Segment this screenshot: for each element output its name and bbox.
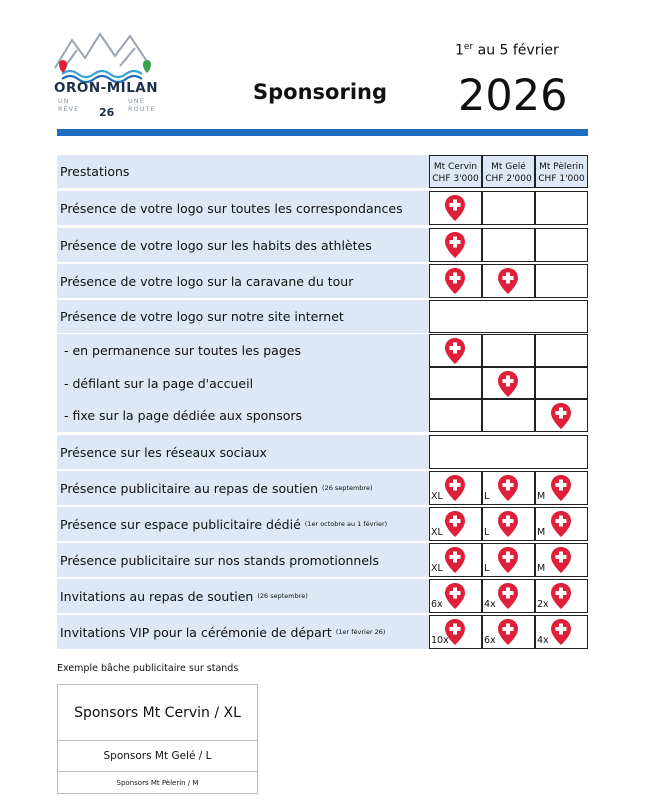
size-tag: XL — [431, 527, 443, 538]
value-cell — [429, 367, 482, 399]
value-cell — [535, 334, 588, 367]
row-label-text: Présence de votre logo sur notre site internet — [60, 309, 344, 324]
row-note: (1er octobre au 1 février) — [304, 520, 388, 528]
size-tag: L — [484, 527, 490, 538]
merged-cell — [429, 300, 588, 333]
row-label — [57, 367, 429, 399]
column-price: CHF 1'000 — [538, 174, 585, 184]
swiss-pin-icon — [444, 546, 466, 574]
row-label — [57, 334, 429, 367]
value-cell — [535, 264, 588, 298]
swiss-pin-icon — [444, 337, 466, 365]
size-tag: 4x — [484, 599, 496, 610]
size-tag: 10x — [431, 635, 449, 646]
value-cell — [535, 191, 588, 225]
column-header-1 — [429, 155, 482, 188]
size-tag: L — [484, 563, 490, 574]
row-label — [57, 228, 429, 262]
row-label — [57, 543, 429, 577]
row-label — [57, 507, 429, 541]
swiss-pin-icon — [444, 194, 466, 222]
swiss-pin-icon — [550, 510, 572, 538]
size-tag: M — [537, 491, 546, 502]
row-label-text: Invitations VIP pour la cérémonie de départ — [60, 624, 332, 640]
event-dates: 1er au 5 février — [455, 42, 559, 59]
column-price: CHF 3'000 — [432, 174, 479, 184]
swiss-pin-icon — [444, 582, 466, 610]
swiss-pin-icon — [497, 510, 519, 538]
size-tag: M — [537, 563, 546, 574]
banner-line-gele: Sponsors Mt Gelé / L — [58, 741, 257, 772]
column-header-2 — [482, 155, 535, 188]
size-tag: XL — [431, 563, 443, 574]
row-label — [57, 300, 429, 333]
row-label-text: Présence publicitaire au repas de soutien — [60, 480, 319, 496]
row-label-text: Présence de votre logo sur les habits des athlètes — [60, 237, 372, 253]
row-label — [57, 399, 429, 432]
banner-line-pelerin: Sponsors Mt Pèlerin / M — [116, 778, 199, 787]
row-label-text: Invitations au repas de soutien — [60, 588, 254, 604]
row-label-text: - fixe sur la page dédiée aux sponsors — [60, 408, 303, 423]
swiss-pin-icon — [497, 474, 519, 502]
row-label-text: Présence sur les réseaux sociaux — [60, 444, 267, 460]
row-label — [57, 264, 429, 298]
row-label-text: Présence sur espace publicitaire dédié — [60, 516, 301, 532]
event-year: 2026 — [458, 71, 568, 121]
size-tag: 6x — [484, 635, 496, 646]
swiss-pin-icon — [444, 474, 466, 502]
row-label-text: - défilant sur la page d'accueil — [60, 375, 254, 391]
row-label — [57, 615, 429, 649]
logo-number: 26 — [99, 106, 115, 119]
swiss-pin-icon — [444, 231, 466, 259]
page-title: Sponsoring — [253, 80, 387, 104]
swiss-pin-icon — [550, 474, 572, 502]
value-cell — [482, 191, 535, 225]
size-tag: XL — [431, 491, 443, 502]
value-cell — [482, 399, 535, 432]
value-cell — [535, 228, 588, 262]
swiss-pin-icon — [497, 582, 519, 610]
size-tag: 6x — [431, 599, 443, 610]
logo-name: ORON-MILAN — [54, 80, 159, 96]
row-label — [57, 471, 429, 505]
header-divider — [57, 129, 588, 136]
swiss-pin-icon — [497, 267, 519, 295]
swiss-pin-icon — [550, 618, 572, 646]
swiss-pin-icon — [497, 546, 519, 574]
swiss-pin-icon — [550, 402, 572, 430]
example-banner — [57, 684, 258, 794]
size-tag: 4x — [537, 635, 549, 646]
value-cell — [535, 367, 588, 399]
value-cell — [429, 399, 482, 432]
merged-cell — [429, 435, 588, 469]
row-label-text: Présence de votre logo sur toutes les correspondances — [60, 200, 403, 216]
size-tag: 2x — [537, 599, 549, 610]
column-header-3 — [535, 155, 588, 188]
column-header-prestations: Prestations — [57, 155, 429, 188]
logo-tagline-left: UN RÊVE — [58, 97, 80, 113]
logo-tagline-right: UNE ROUTE — [128, 97, 156, 113]
row-label-text: Présence publicitaire sur nos stands promotionnels — [60, 552, 380, 568]
swiss-pin-icon — [444, 267, 466, 295]
row-note: (26 septembre) — [322, 484, 373, 492]
swiss-pin-icon — [550, 582, 572, 610]
column-price: CHF 2'000 — [485, 174, 532, 184]
column-name: Mt Cervin — [433, 162, 478, 172]
row-label-text: Présence de votre logo sur la caravane du tour — [60, 273, 354, 289]
row-note: (26 septembre) — [257, 592, 308, 600]
size-tag: L — [484, 491, 490, 502]
row-label — [57, 435, 429, 469]
swiss-pin-icon — [550, 546, 572, 574]
row-label-text: - en permanence sur toutes les pages — [60, 343, 301, 358]
value-cell — [482, 228, 535, 262]
swiss-pin-icon — [497, 618, 519, 646]
swiss-pin-icon — [444, 510, 466, 538]
row-label — [57, 579, 429, 613]
value-cell — [482, 334, 535, 367]
example-caption: Exemple bâche publicitaire sur stands — [57, 663, 239, 674]
banner-line-cervin: Sponsors Mt Cervin / XL — [58, 685, 257, 741]
column-name: Mt Pèlerin — [539, 162, 584, 172]
size-tag: M — [537, 527, 546, 538]
row-label — [57, 191, 429, 225]
swiss-pin-icon — [497, 370, 519, 398]
row-note: (1er février 26) — [335, 628, 386, 636]
column-name: Mt Gelé — [491, 162, 526, 172]
